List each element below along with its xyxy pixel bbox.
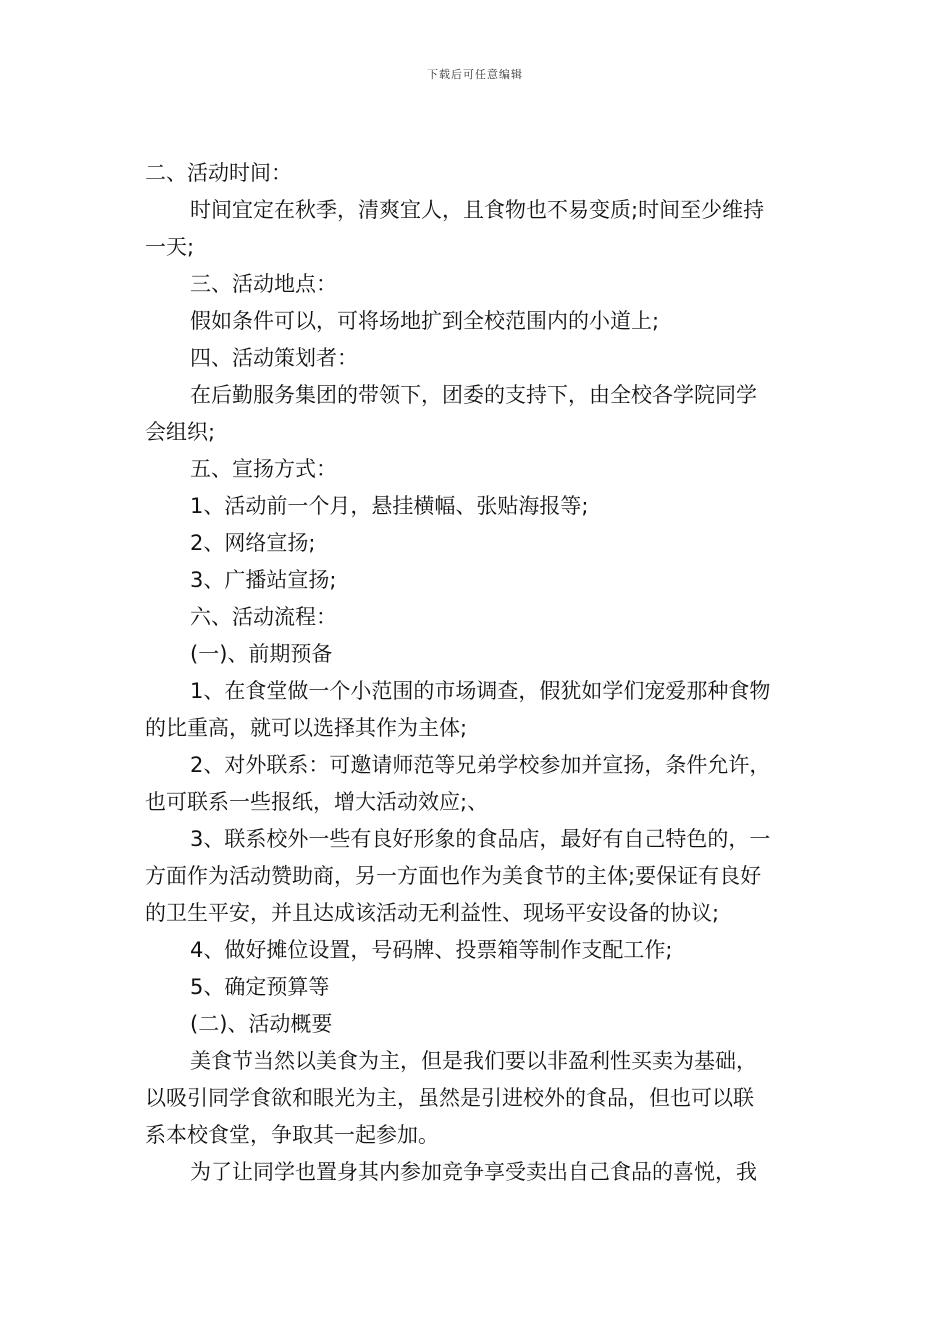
- list-item: 5、确定预算等: [190, 975, 330, 999]
- paragraph-line: 在后勤服务集团的带领下，团委的支持下，由全校各学院同学: [190, 383, 757, 407]
- section-heading-planner: 四、活动策划者：: [190, 346, 358, 370]
- paragraph-line: 一天;: [145, 235, 195, 259]
- list-item: 1、活动前一个月，悬挂横幅、张贴海报等;: [190, 494, 589, 518]
- section-heading-promotion: 五、宣扬方式：: [190, 457, 337, 481]
- paragraph-line: 以吸引同学食欲和眼光为主，虽然是引进校外的食品，但也可以联: [145, 1086, 754, 1110]
- paragraph-line: 假如条件可以，可将场地扩到全校范围内的小道上;: [190, 309, 660, 333]
- list-item: 1、在食堂做一个小范围的市场调查，假犹如学们宠爱那种食物: [190, 679, 771, 703]
- paragraph-line: 美食节当然以美食为主，但是我们要以非盈利性买卖为基础，: [190, 1049, 757, 1073]
- document-body: [145, 155, 807, 1191]
- section-heading-time: 二、活动时间：: [145, 161, 292, 185]
- paragraph-line: 也可联系一些报纸，增大活动效应;、: [145, 790, 489, 814]
- list-item: 3、联系校外一些有良好形象的食品店，最好有自己特色的，一: [190, 827, 771, 851]
- list-item: 2、对外联系：可邀请师范等兄弟学校参加并宣扬，条件允许，: [190, 753, 771, 777]
- subsection-heading-preparation: (一)、前期预备: [190, 642, 333, 666]
- subsection-heading-overview: (二)、活动概要: [190, 1012, 333, 1036]
- paragraph-line: 的卫生平安，并且达成该活动无利益性、现场平安设备的协议;: [145, 901, 720, 925]
- paragraph-line: 会组织;: [145, 420, 216, 444]
- page-header: 下载后可任意编辑: [427, 68, 523, 81]
- paragraph-line: 的比重高，就可以选择其作为主体;: [145, 716, 468, 740]
- paragraph-line: 时间宜定在秋季，清爽宜人，且食物也不易变质;时间至少维持: [190, 198, 765, 222]
- section-heading-location: 三、活动地点：: [190, 272, 337, 296]
- paragraph-line: 为了让同学也置身其内参加竞争享受卖出自己食品的喜悦，我: [190, 1160, 757, 1184]
- list-item: 2、网络宣扬;: [190, 531, 316, 555]
- paragraph-line: 系本校食堂，争取其一起参加。: [145, 1123, 439, 1147]
- paragraph-line: 方面作为活动赞助商，另一方面也作为美食节的主体;要保证有良好: [145, 864, 762, 888]
- list-item: 3、广播站宣扬;: [190, 568, 337, 592]
- section-heading-process: 六、活动流程：: [190, 605, 337, 629]
- list-item: 4、做好摊位设置，号码牌、投票箱等制作支配工作;: [190, 938, 673, 962]
